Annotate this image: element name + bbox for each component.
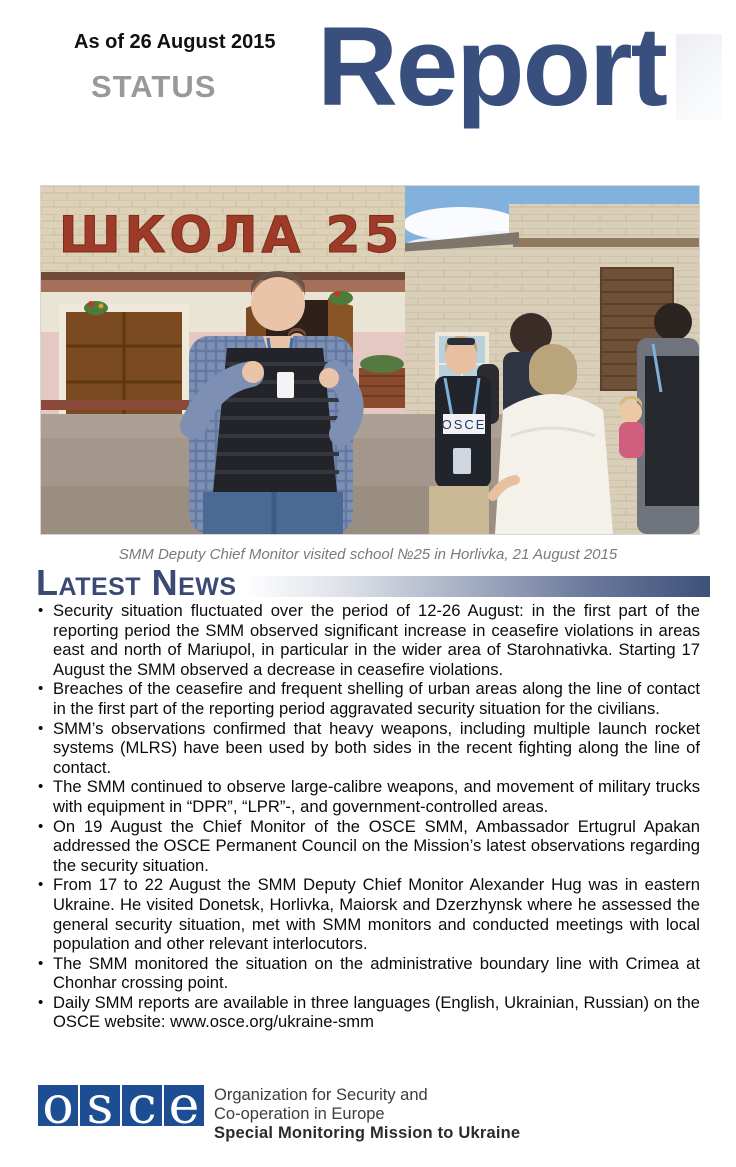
news-item [36, 993, 700, 1032]
bullet-icon: • [38, 954, 44, 972]
news-item [36, 875, 700, 953]
news-item [36, 954, 700, 993]
bullet-icon: • [38, 778, 44, 796]
bullet-icon: • [38, 817, 44, 835]
news-item-text: Breaches of the ceasefire and frequent shelling of urban areas along the line of contact in the first part of the reporting period aggravated security situation for the civilians. [53, 679, 700, 718]
school-sign-text: ШКОЛА 25 [58, 206, 404, 264]
news-item-text: SMM’s observations confirmed that heavy weapons, including multiple launch rocket systems (MLRS) have been used by both sides in the recent fighting along the line of contact. [53, 718, 700, 777]
status-kicker: STATUS [91, 69, 217, 104]
news-item [36, 777, 700, 816]
section-title: Latest News [36, 562, 237, 603]
news-list [36, 601, 700, 1032]
bullet-icon: • [38, 876, 44, 894]
osce-logo-letter-s: s [80, 1085, 120, 1126]
news-item-text: From 17 to 22 August the SMM Deputy Chief Monitor Alexander Hug was in eastern Ukraine. He visited Donetsk, Horlivka, Maiorsk and Dzerzhynsk where he assessed the general security situation, met with SMM monitors and conducted meetings with local population and other relevant interlocutors. [53, 875, 700, 954]
latest-news-section-header [36, 562, 710, 603]
bullet-icon: • [38, 719, 44, 737]
osce-logo-letter-o: o [38, 1085, 78, 1126]
news-item [36, 817, 700, 876]
bullet-icon: • [38, 680, 44, 698]
news-item [36, 601, 700, 679]
organization-text [214, 1085, 520, 1143]
bullet-icon: • [38, 602, 44, 619]
news-item-text: On 19 August the Chief Monitor of the OSCE SMM, Ambassador Ertugrul Apakan addressed the OSCE Permanent Council on the Mission’s latest observations regarding the security situation. [53, 816, 700, 875]
org-line-2: Co-operation in Europe [214, 1105, 385, 1123]
section-gradient-bar [249, 576, 710, 597]
org-line-1: Organization for Security and [214, 1086, 428, 1104]
report-date: As of 26 August 2015 [74, 31, 276, 53]
photo-caption: SMM Deputy Chief Monitor visited school №25 in Horlivka, 21 August 2015 [118, 546, 618, 563]
title-shade-bar [676, 34, 722, 120]
bullet-icon: • [38, 993, 44, 1011]
osce-logo-letter-e: e [164, 1085, 204, 1126]
page-title: Report [317, 4, 666, 129]
vest-osce-label: OSCE [441, 417, 487, 432]
news-item [36, 719, 700, 778]
report-header [0, 0, 736, 185]
news-item-text: Security situation fluctuated over the period of 12-26 August: in the first part of the reporting period the SMM observed significant increase in ceasefire violations in areas east and north of Mariupol, in particular in the wider area of Starohnativka. Starting 17 August the SMM observed a decrease in ceasefire violations. [53, 601, 700, 679]
osce-logo-letter-c: c [122, 1085, 162, 1126]
mission-name: Special Monitoring Mission to Ukraine [214, 1124, 521, 1142]
photo-illustration [41, 186, 699, 534]
osce-logo [38, 1085, 206, 1126]
news-item [36, 679, 700, 718]
news-item-text: The SMM monitored the situation on the administrative boundary line with Crimea at Chonhar crossing point. [53, 953, 700, 993]
news-photo [40, 185, 700, 535]
news-item-text: The SMM continued to observe large-calibre weapons, and movement of military trucks with equipment in “DPR”, “LPR”-, and government-controlled areas. [53, 777, 700, 816]
news-item-text: Daily SMM reports are available in three languages (English, Ukrainian, Russian) on the OSCE website: www.osce.org/ukraine-smm [53, 992, 700, 1032]
osce-footer [38, 1085, 520, 1143]
